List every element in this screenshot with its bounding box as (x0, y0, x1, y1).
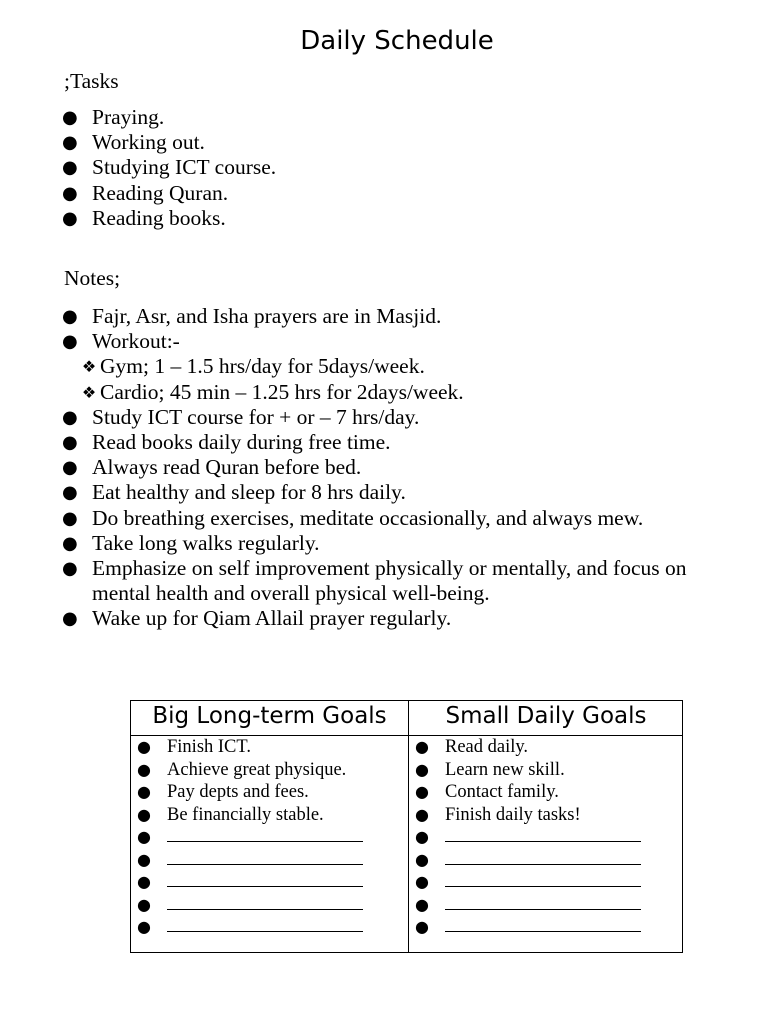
bullet-icon: ● (62, 306, 78, 327)
bullet-icon: ● (415, 894, 429, 914)
list-item: ● Study ICT course for + or – 7 hrs/day. (62, 404, 420, 429)
bullet-icon: ● (62, 157, 78, 179)
bullet-icon: ● (415, 849, 429, 869)
blank-underline[interactable] (167, 827, 363, 842)
bullet-icon: ● (415, 804, 429, 824)
list-item: ❖ Cardio; 45 min – 1.25 hrs for 2days/week. (81, 379, 464, 404)
bullet-icon: ● (62, 331, 78, 353)
list-item: ❖ Gym; 1 – 1.5 hrs/day for 5days/week. (81, 354, 425, 379)
list-item: ● Finish daily tasks! (415, 804, 581, 825)
list-item: ● Wake up for Qiam Allail prayer regularly. (62, 606, 452, 631)
list-item: ● Achieve great physique. (137, 759, 347, 780)
list-item: ● Pay depts and fees. (137, 782, 309, 802)
bullet-icon: ● (137, 849, 151, 869)
list-item: ● Read books daily during free time. (62, 430, 391, 455)
list-item: ● Do breathing exercises, meditate occasionally, and always mew. (62, 505, 644, 530)
daily-goals-heading: Small Daily Goals (409, 701, 683, 736)
blank-goal-line[interactable] (131, 894, 408, 917)
list-item: ● Fajr, Asr, and Isha prayers are in Masjid. (62, 304, 442, 328)
list-item: ● Learn new skill. (415, 759, 565, 780)
bullet-icon: ● (62, 608, 78, 630)
blank-goal-line[interactable] (131, 826, 408, 849)
blank-goal-line[interactable] (409, 894, 683, 917)
list-item: ● Read daily. (415, 737, 529, 757)
blank-underline[interactable] (167, 917, 363, 932)
page-title: Daily Schedule (300, 26, 494, 56)
bullet-icon: ● (137, 804, 151, 824)
blank-underline[interactable] (445, 895, 641, 910)
bullet-icon: ● (62, 432, 78, 454)
blank-goal-line[interactable] (409, 871, 683, 894)
blank-goal-line[interactable] (409, 826, 683, 849)
notes-heading: Notes; (64, 266, 121, 290)
bullet-icon: ● (62, 532, 78, 554)
bullet-icon: ● (137, 759, 151, 779)
bullet-icon: ● (415, 737, 429, 756)
list-item: ● Workout:- (62, 329, 180, 354)
tasks-heading: ;Tasks (64, 69, 119, 93)
bullet-icon: ● (62, 406, 78, 428)
blank-underline[interactable] (445, 827, 641, 842)
diamond-bullet-icon: ❖ (81, 357, 97, 377)
bullet-icon: ● (62, 107, 78, 128)
bullet-icon: ● (415, 917, 429, 936)
list-item: ● Reading books. (62, 205, 226, 230)
bullet-icon: ● (137, 827, 151, 846)
long-term-goals-list (131, 736, 408, 939)
daily-goals-column (409, 701, 683, 952)
bullet-icon: ● (62, 482, 78, 504)
bullet-icon: ● (415, 759, 429, 779)
blank-goal-line[interactable] (131, 849, 408, 872)
list-item: ● Contact family. (415, 782, 559, 802)
list-item: ● Studying ICT course. (62, 155, 277, 180)
bullet-icon: ● (62, 507, 78, 529)
blank-underline[interactable] (167, 895, 363, 910)
blank-underline[interactable] (445, 917, 641, 932)
bullet-icon: ● (62, 457, 78, 479)
list-item: ● Emphasize on self improvement physically or mentally, and focus on mental health and overall physical well-being. (62, 556, 687, 606)
diamond-bullet-icon: ❖ (81, 382, 97, 402)
bullet-icon: ● (137, 872, 151, 891)
long-term-goals-column (131, 701, 409, 952)
notes-list (0, 304, 720, 632)
blank-underline[interactable] (445, 872, 641, 887)
blank-goal-line[interactable] (409, 916, 683, 939)
bullet-icon: ● (62, 558, 78, 580)
bullet-icon: ● (137, 894, 151, 914)
bullet-icon: ● (137, 917, 151, 936)
blank-goal-line[interactable] (131, 871, 408, 894)
goals-table (130, 700, 683, 953)
blank-goal-line[interactable] (409, 849, 683, 872)
bullet-icon: ● (137, 737, 151, 756)
blank-underline[interactable] (167, 850, 363, 865)
bullet-icon: ● (137, 782, 151, 801)
list-item: ● Eat healthy and sleep for 8 hrs daily. (62, 480, 406, 505)
list-item: ● Be financially stable. (137, 804, 324, 825)
bullet-icon: ● (415, 782, 429, 801)
list-item: ● Finish ICT. (137, 737, 251, 757)
long-term-goals-heading: Big Long-term Goals (131, 701, 408, 736)
list-item: ● Always read Quran before bed. (62, 455, 362, 480)
tasks-list (0, 105, 712, 231)
bullet-icon: ● (62, 132, 78, 154)
list-item: ● Working out. (62, 130, 205, 155)
blank-underline[interactable] (167, 872, 363, 887)
bullet-icon: ● (62, 182, 78, 204)
blank-goal-line[interactable] (131, 916, 408, 939)
bullet-icon: ● (415, 872, 429, 891)
daily-goals-list (409, 736, 683, 939)
bullet-icon: ● (62, 207, 78, 229)
list-item: ● Reading Quran. (62, 180, 229, 205)
list-item: ● Praying. (62, 105, 165, 129)
list-item: ● Take long walks regularly. (62, 530, 320, 555)
bullet-icon: ● (415, 827, 429, 846)
blank-underline[interactable] (445, 850, 641, 865)
